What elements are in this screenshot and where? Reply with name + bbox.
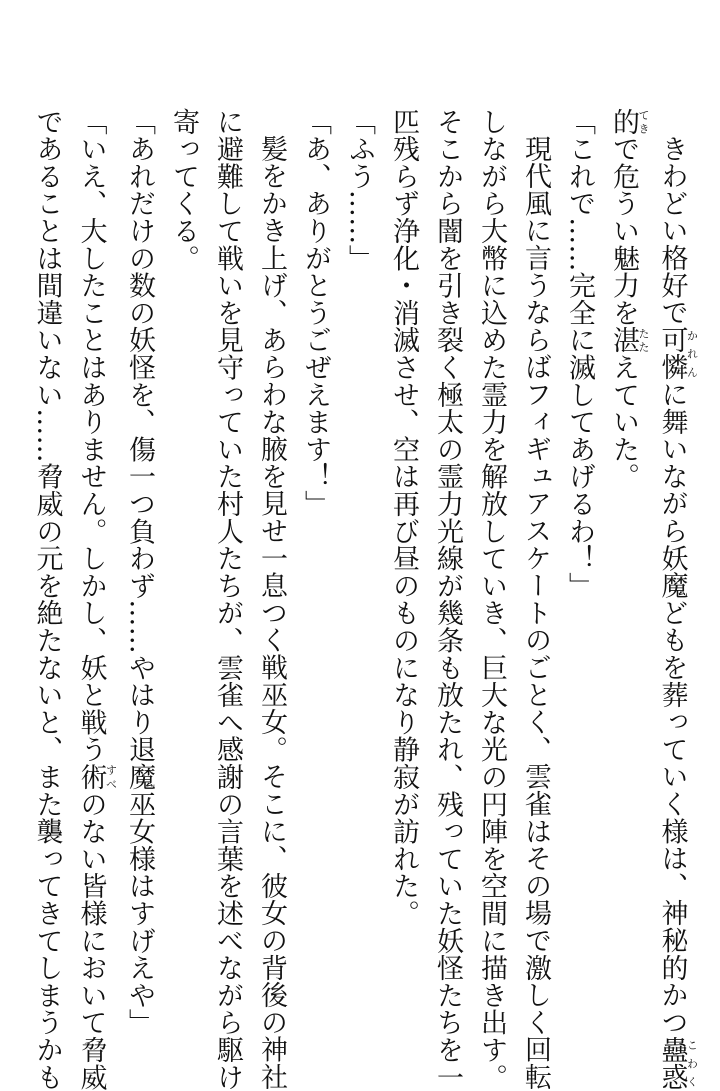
text-line xyxy=(117,108,161,1037)
text-line xyxy=(69,108,118,1091)
text-segment: 寄ってくる。 xyxy=(168,108,199,272)
text-segment: であることは間違いない……脅威の元を絶たないと、また襲ってきてしまうかも xyxy=(31,108,63,1091)
text-segment: 「ふう……」 xyxy=(344,108,375,272)
ruby-annotation: 可憐かれん xyxy=(656,326,699,381)
text-line xyxy=(25,108,69,1091)
text-line xyxy=(381,108,425,998)
text-segment: に避難して戦いを見守っていた村人たちが、雲雀へ感謝の言葉を述べながら駆け xyxy=(212,108,243,1091)
text-line xyxy=(337,108,381,998)
text-line xyxy=(513,108,557,1091)
text-line xyxy=(425,108,469,1091)
text-segment: そこから闇を引き裂く極太の霊力光線が幾条も放たれ、残っていた妖怪たちを一 xyxy=(432,108,463,1091)
text-segment: 匹残らず浄化・消滅させ、空は再び昼のものになり静寂が訪れた。 xyxy=(388,108,419,927)
text-line xyxy=(601,108,650,998)
text-segment: 「これで……完全に滅してあげるわ！」 xyxy=(564,108,595,600)
text-segment: 現代風に言うならばフィギュアスケートのごとく、雲雀はその場で激しく回転 xyxy=(520,135,551,1091)
text-segment: に舞いながら妖魔どもを葬っていく様は、神秘的かつ xyxy=(656,380,688,1036)
text-segment: で危うい魅力を xyxy=(608,135,639,327)
text-segment: のない皆様において脅威 xyxy=(75,790,107,1091)
ruby-annotation: 的てき xyxy=(608,108,650,136)
text-segment: 髪をかき上げ、あらわな腋を見せ一息つく戦巫女。そこに、彼女の背後の神社 xyxy=(256,135,287,1091)
text-line xyxy=(469,108,513,1091)
text-segment: しながら大幣に込めた霊力を解放していき、巨大な光の円陣を空間に描き出す。 xyxy=(476,108,507,1091)
ruby-annotation: 湛たた xyxy=(608,326,650,354)
text-segment: 「あれだけの数の妖怪を、傷一つ負わず……やはり退魔巫女様はすげえや」 xyxy=(124,108,155,1037)
text-line xyxy=(161,108,205,998)
text-segment: 「いえ、大したことはありません。しかし、妖と戦う xyxy=(75,108,107,764)
ruby-annotation: 術すべ xyxy=(75,763,118,791)
text-line xyxy=(293,108,337,998)
text-line xyxy=(557,108,601,998)
ruby-annotation: 蠱惑こわく xyxy=(656,1035,699,1091)
text-segment: 「あ、ありがとうごぜえます！」 xyxy=(300,108,331,518)
text-segment: えていた。 xyxy=(608,353,639,491)
text-segment: きわどい格好で xyxy=(656,135,688,327)
text-line xyxy=(650,108,699,1091)
text-line xyxy=(249,108,293,1091)
text-line xyxy=(205,108,249,1091)
vertical-text-body xyxy=(25,108,699,1091)
